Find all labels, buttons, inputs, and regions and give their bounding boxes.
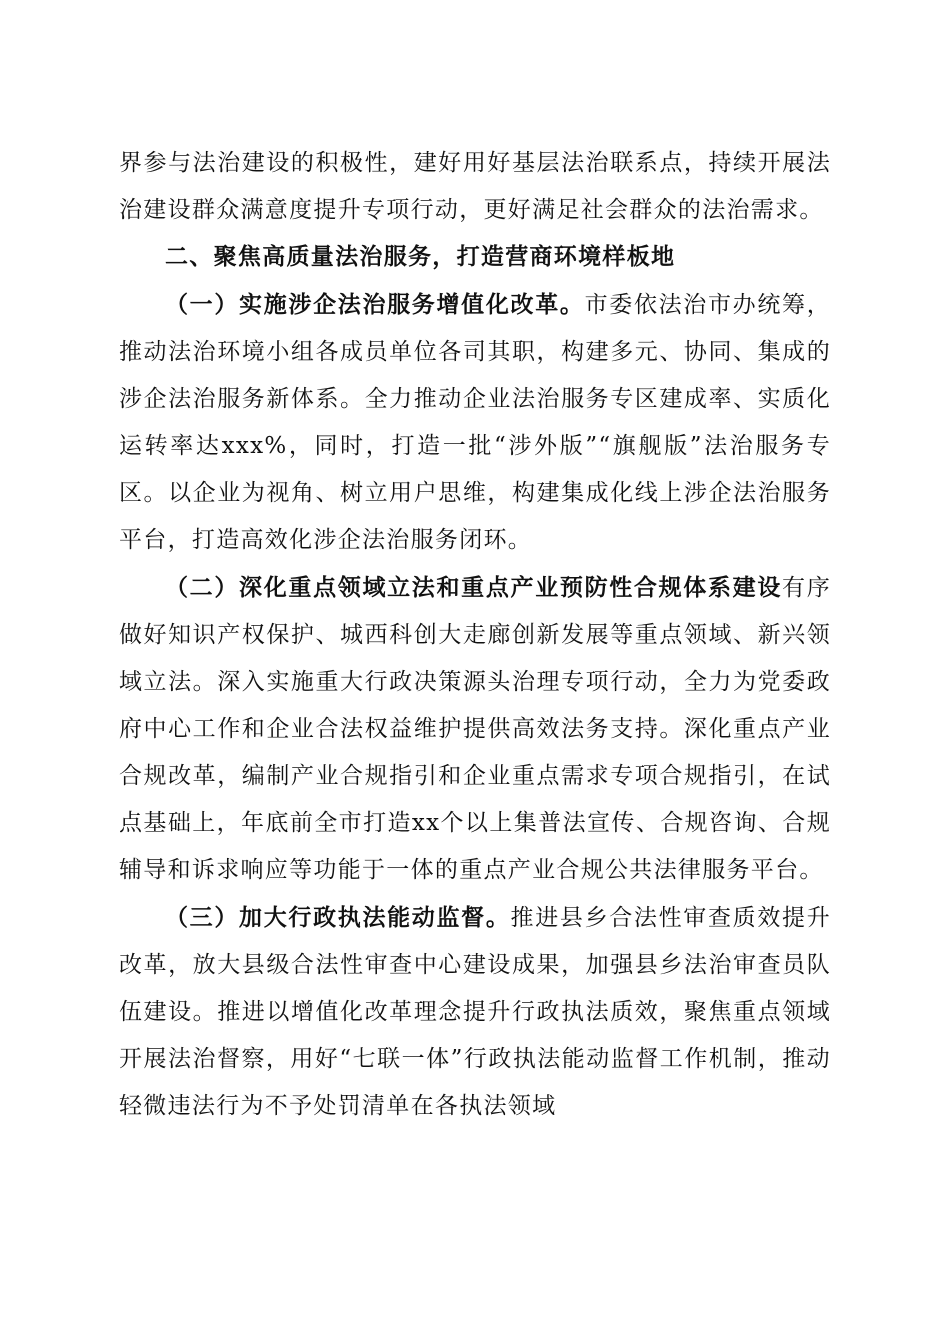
- paragraph-continuation: [119, 140, 831, 234]
- paragraph-text: 市委依法治市办统筹，推动法治环境小组各成员单位各司其职，构建多元、协同、集成的涉企法治服务新体系。全力推动企业法治服务专区建成率、实质化运转率达xxx%，同时，打造一批“涉外版”“旗舰版”法治服务专区。以企业为视角、树立用户思维，构建集成化线上涉企法治服务平台，打造高效化涉企法治服务闭环。: [119, 292, 832, 553]
- paragraph-text: 界参与法治建设的积极性，建好用好基层法治联系点，持续开展法治建设群众满意度提升专项行动，更好满足社会群众的法治需求。: [119, 150, 831, 223]
- section-heading: [119, 234, 831, 281]
- paragraph-text: 有序做好知识产权保护、城西科创大走廊创新发展等重点领域、新兴领域立法。深入实施重大行政决策源头治理专项行动，全力为党委政府中心工作和企业合法权益维护提供高效法务支持。深化重点产业合规改革，编制产业合规指引和企业重点需求专项合规指引，在试点基础上，年底前全市打造xx个以上集普法宣传、合规咨询、合规辅导和诉求响应等功能于一体的重点产业合规公共法律服务平台。: [119, 575, 831, 883]
- paragraph-item-1: [119, 281, 831, 564]
- subsection-title: （二）深化重点领域立法和重点产业预防性合规体系建设: [165, 574, 783, 601]
- subsection-title: （一）实施涉企法治服务增值化改革。: [165, 291, 585, 318]
- paragraph-text: 推进县乡合法性审查质效提升改革，放大县级合法性审查中心建设成果，加强县乡法治审查员队伍建设。推进以增值化改革理念提升行政执法质效，聚焦重点领域开展法治督察，用好“七联一体”行政执法能动监督工作机制，推动轻微违法行为不予处罚清单在各执法领域: [119, 905, 831, 1119]
- subsection-title: （三）加大行政执法能动监督。: [165, 904, 511, 931]
- document-body: [119, 140, 831, 1130]
- paragraph-item-2: [119, 564, 831, 894]
- paragraph-item-3: [119, 894, 831, 1130]
- section-heading-text: 二、聚焦高质量法治服务，打造营商环境样板地: [165, 244, 676, 270]
